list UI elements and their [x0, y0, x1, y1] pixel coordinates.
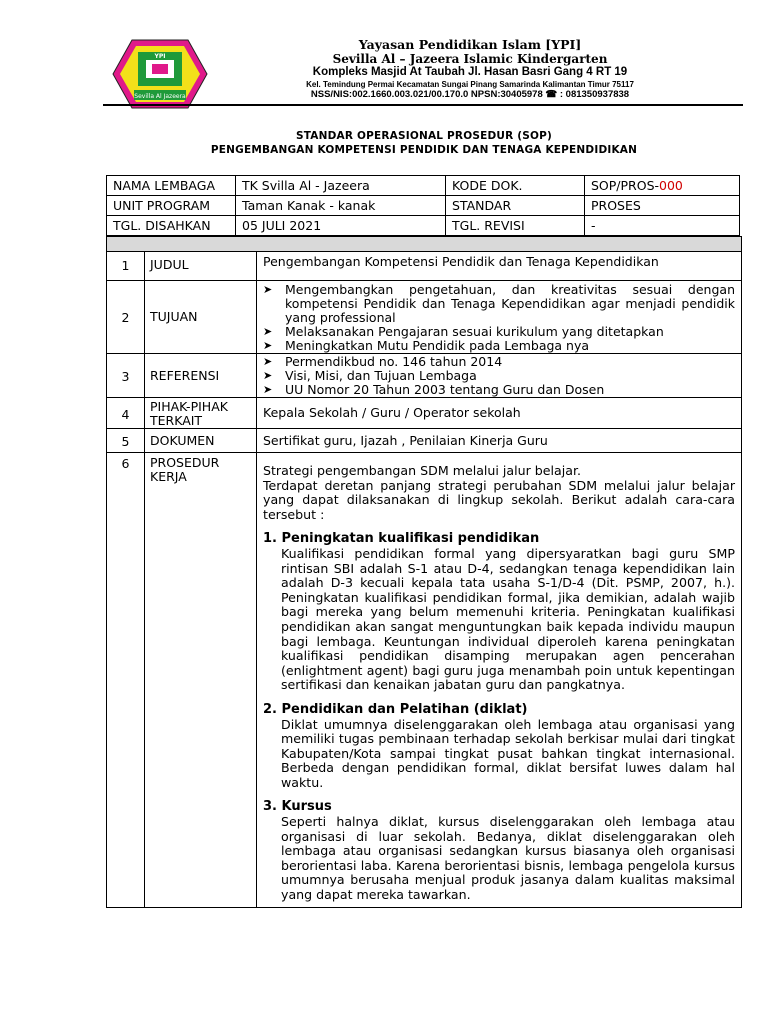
arrow-bullet-icon: ➤ — [263, 383, 273, 396]
svg-text:Sevilla Al Jazeera: Sevilla Al Jazeera — [134, 93, 186, 100]
row-content: Sertifikat guru, Ijazah , Penilaian Kinerja Guru — [257, 429, 742, 453]
meta-row — [107, 216, 740, 236]
row-number: 6 — [107, 453, 145, 908]
meta-value: Taman Kanak - kanak — [236, 196, 446, 216]
row-content — [257, 281, 742, 354]
list-item: ➤ Visi, Misi, dan Tujuan Lembaga — [263, 368, 477, 383]
meta-row — [107, 196, 740, 216]
meta-value: 05 JULI 2021 — [236, 216, 446, 236]
letterhead — [0, 0, 768, 112]
row-number: 3 — [107, 354, 145, 398]
sop-title-line-2: PENGEMBANGAN KOMPETENSI PENDIDIK DAN TENAGA KEPENDIDIKAN — [210, 144, 638, 156]
row-number: 1 — [107, 252, 145, 281]
arrow-bullet-icon: ➤ — [263, 325, 273, 338]
nss-npsn: NSS/NIS:002.1660.003.021/00.170.0 NPSN:30405978 — [310, 89, 543, 100]
arrow-bullet-icon: ➤ — [263, 339, 273, 352]
row-content: Kepala Sekolah / Guru / Operator sekolah — [257, 398, 742, 429]
section-heading: 2. Pendidikan dan Pelatihan (diklat) — [263, 701, 528, 717]
row-tujuan — [107, 281, 742, 354]
address-line-2: Kel. Temindung Permai Kecamatan Sungai Pinang Samarinda Kalimantan Timur 75117 — [306, 80, 634, 89]
row-label: DOKUMEN — [145, 429, 257, 453]
nss-phone-line — [220, 89, 720, 100]
section-heading: 3. Kursus — [263, 799, 332, 815]
list-item: ➤ Mengembangkan pengetahuan, dan kreativitas sesuai dengan kompetensi Pendidik dan Tenaga Kependidikan agar menjadi pendidik yang professional — [263, 282, 735, 325]
doc-code-prefix: SOP/PROS- — [591, 178, 660, 193]
foundation-name: Yayasan Pendidikan Islam [YPI] — [358, 37, 582, 52]
sop-content-table — [106, 236, 742, 908]
arrow-bullet-icon: ➤ — [263, 283, 273, 296]
phone-number: : 081350937838 — [559, 89, 630, 100]
list-item: ➤ UU Nomor 20 Tahun 2003 tentang Guru dan Dosen — [263, 382, 605, 397]
doc-code-number: 000 — [659, 178, 683, 193]
meta-label: TGL. DISAHKAN — [107, 216, 236, 236]
school-logo — [112, 38, 208, 110]
meta-label: KODE DOK. — [446, 176, 585, 196]
list-item: ➤ Melaksanakan Pengajaran sesuai kurikulum yang ditetapkan — [263, 324, 664, 339]
meta-label: TGL. REVISI — [446, 216, 585, 236]
procedure-intro: Terdapat deretan panjang strategi perubahan SDM melalui jalur belajar yang dapat dilaksanakan di lingkup sekolah. Berikut adalah cara-cara tersebut : — [263, 477, 735, 522]
document-meta-table — [106, 175, 740, 236]
header-divider — [103, 104, 743, 106]
row-referensi — [107, 354, 742, 398]
address-line-1: Kompleks Masjid At Taubah Jl. Hasan Basri Gang 4 RT 19 — [312, 66, 628, 78]
meta-value: - — [585, 216, 740, 236]
sop-title-line-1: STANDAR OPERASIONAL PROSEDUR (SOP) — [295, 130, 553, 142]
meta-label: STANDAR — [446, 196, 585, 216]
row-content: Pengembangan Kompetensi Pendidik dan Tenaga Kependidikan — [257, 252, 742, 281]
section-body: Diklat umumnya diselenggarakan oleh lembaga atau organisasi yang memiliki tugas pembinaan terhadap sekolah berkisar mulai dari tingkat Kabupaten/Kota sampai tingkat pusat bahkan tingkat internasional. Berbeda dengan pendidikan formal, diklat bersifat luwes dalam hal waktu. — [281, 716, 735, 790]
school-name: Sevilla Al – Jazeera Islamic Kindergarten — [332, 52, 608, 66]
row-prosedur — [107, 453, 742, 908]
procedure-intro: Strategi pengembangan SDM melalui jalur belajar. — [263, 463, 581, 478]
list-item: ➤ Permendikbud no. 146 tahun 2014 — [263, 354, 503, 369]
row-dokumen — [107, 429, 742, 453]
meta-row — [107, 176, 740, 196]
row-number: 2 — [107, 281, 145, 354]
phone-icon: ☎ — [545, 89, 558, 100]
arrow-bullet-icon: ➤ — [263, 369, 273, 382]
row-pihak — [107, 398, 742, 429]
meta-value: PROSES — [585, 196, 740, 216]
row-number: 4 — [107, 398, 145, 429]
row-label: PROSEDUR KERJA — [145, 453, 257, 908]
row-label: REFERENSI — [145, 354, 257, 398]
row-content — [257, 453, 742, 908]
svg-text:YPI: YPI — [154, 53, 166, 60]
meta-value: TK Svilla Al - Jazeera — [236, 176, 446, 196]
row-label: PIHAK-PIHAK TERKAIT — [145, 398, 257, 429]
list-item: ➤ Meningkatkan Mutu Pendidik pada Lembaga nya — [263, 338, 590, 353]
section-body: Kualifikasi pendidikan formal yang dipersyaratkan bagi guru SMP rintisan SBI adalah S-1 atau D-4, sedangkan tenaga kependidikan lain adalah D-3 kecuali kepala tata usaha S-1/D-4 (Dit. PSMP, 2007, h.). Peningkatan kualifikasi pendidikan formal, jika demikian, adalah wajib bagi mereka yang belum memenuhi kriteria. Peningkatan kualifikasi pendidikan akan sangat menguntungkan baik kepada individu maupun bagi lembaga. Keuntungan individual diperoleh karena peningkatan kualifikasi pendidikan disamping merupakan agen pencerahan (enlightment agent) bagi guru juga menambah poin untuk kepentingan sertifikasi dan kenaikan jabatan guru dan pangkatnya. — [281, 545, 735, 693]
spacer-row — [107, 237, 742, 252]
row-label: JUDUL — [145, 252, 257, 281]
row-judul — [107, 252, 742, 281]
arrow-bullet-icon: ➤ — [263, 355, 273, 368]
section-body: Seperti halnya diklat, kursus diselenggarakan oleh lembaga atau organisasi di luar sekolah. Bedanya, diklat diselenggarakan oleh lembaga atau organisasi sedangkan kursus biasanya oleh organisasi berorientasi laba. Karena berorientasi bisnis, lembaga pengelola kursus umumnya berusaha menjual produk jasanya dalam kualitas maksimal yang dapat mereka tawarkan. — [281, 814, 735, 903]
section-heading: 1. Peningkatan kualifikasi pendidikan — [263, 531, 540, 547]
meta-label: NAMA LEMBAGA — [107, 176, 236, 196]
meta-value — [585, 176, 740, 196]
row-number: 5 — [107, 429, 145, 453]
meta-label: UNIT PROGRAM — [107, 196, 236, 216]
row-content — [257, 354, 742, 398]
row-label: TUJUAN — [145, 281, 257, 354]
